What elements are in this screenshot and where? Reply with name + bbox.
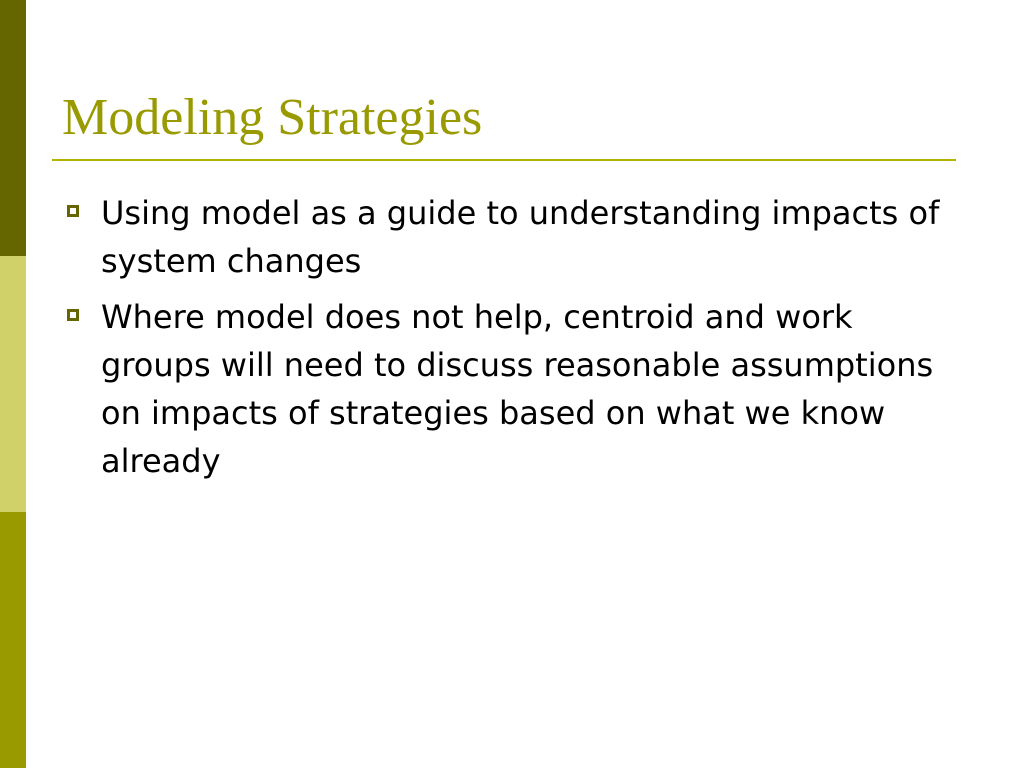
square-bullet-icon — [67, 309, 79, 321]
side-bar-segment-medium — [0, 512, 26, 768]
bullet-list — [62, 189, 962, 493]
slide-title: Modeling Strategies — [62, 89, 483, 146]
bullet-text: Using model as a guide to understanding impacts of system changes — [101, 194, 940, 280]
bullet-item — [62, 189, 962, 285]
title-underline-rule — [52, 159, 956, 161]
bullet-text: Where model does not help, centroid and work groups will need to discuss reasonable assumptions on impacts of strategies based on what we know already — [101, 298, 934, 480]
side-bar-segment-dark — [0, 0, 26, 256]
side-bar-segment-light — [0, 256, 26, 512]
square-bullet-icon — [67, 205, 79, 217]
bullet-item — [62, 293, 962, 485]
side-accent-bar — [0, 0, 26, 768]
